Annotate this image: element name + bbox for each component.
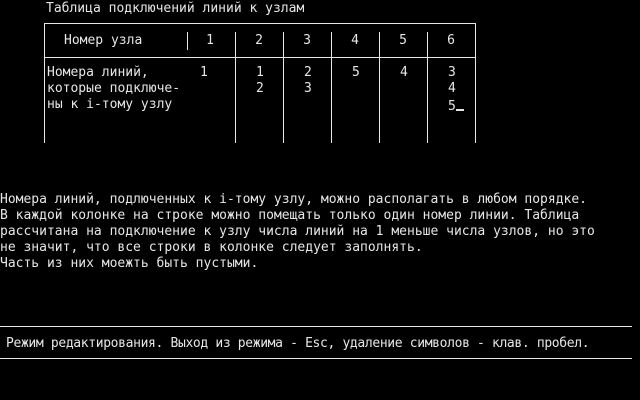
table-cell[interactable]: 3: [304, 81, 312, 96]
column-separator: [187, 32, 188, 50]
table-cell[interactable]: 1: [200, 65, 208, 80]
info-line-1: Номера линий, подлюченных к i-тому узлу, можно располагать в любом порядке.: [0, 192, 587, 207]
table-cell[interactable]: 5: [352, 65, 360, 80]
node-number-1: 1: [206, 33, 214, 48]
info-line-3: рассчитана на подключение к узлу числа линий на 1 меньше числа узлов, но это: [0, 224, 595, 239]
table-cell[interactable]: 2: [256, 81, 264, 96]
table-left-border: [44, 23, 45, 143]
table-cell-active[interactable]: [448, 97, 464, 115]
column-separator: [283, 32, 284, 143]
node-number-3: 3: [303, 33, 311, 48]
node-number-2: 2: [255, 33, 263, 48]
table-cell[interactable]: 4: [400, 65, 408, 80]
column-separator: [427, 32, 428, 143]
table-cell[interactable]: 3: [448, 65, 456, 80]
info-line-2: В каждой колонке на строке можно помещать только один номер линии. Таблица: [0, 208, 580, 223]
row-label-line-1: Номера линий,: [47, 65, 149, 80]
status-bar-top-border: [0, 326, 632, 327]
text-cursor: [456, 97, 464, 111]
table-cell[interactable]: 4: [448, 81, 456, 96]
table-right-border: [475, 23, 476, 143]
table-header-divider: [44, 57, 476, 58]
info-line-4: не значит, что все строки в колонке следует заполнять.: [0, 240, 423, 255]
table-title: Таблица подключений линий к узлам: [46, 1, 305, 16]
status-bar-text: Режим редактирования. Выход из режима - Esc, удаление символов - клав. пробел.: [6, 336, 590, 351]
info-line-5: Часть из них моежть быть пустыми.: [0, 256, 259, 271]
column-separator: [379, 32, 380, 143]
column-separator: [235, 32, 236, 143]
node-number-6: 6: [447, 33, 455, 48]
table-cell-value: 5: [448, 99, 456, 114]
node-number-5: 5: [399, 33, 407, 48]
table-cell[interactable]: 2: [304, 65, 312, 80]
status-bar-bottom-border: [0, 358, 632, 359]
table-cell[interactable]: 1: [256, 65, 264, 80]
row-header-label: Номер узла: [64, 33, 143, 48]
column-separator: [331, 32, 332, 143]
row-label-line-3: ны к i-тому узлу: [47, 97, 173, 112]
table-top-border: [44, 23, 476, 24]
node-number-4: 4: [351, 33, 359, 48]
row-label-line-2: которые подключе-: [47, 81, 181, 96]
